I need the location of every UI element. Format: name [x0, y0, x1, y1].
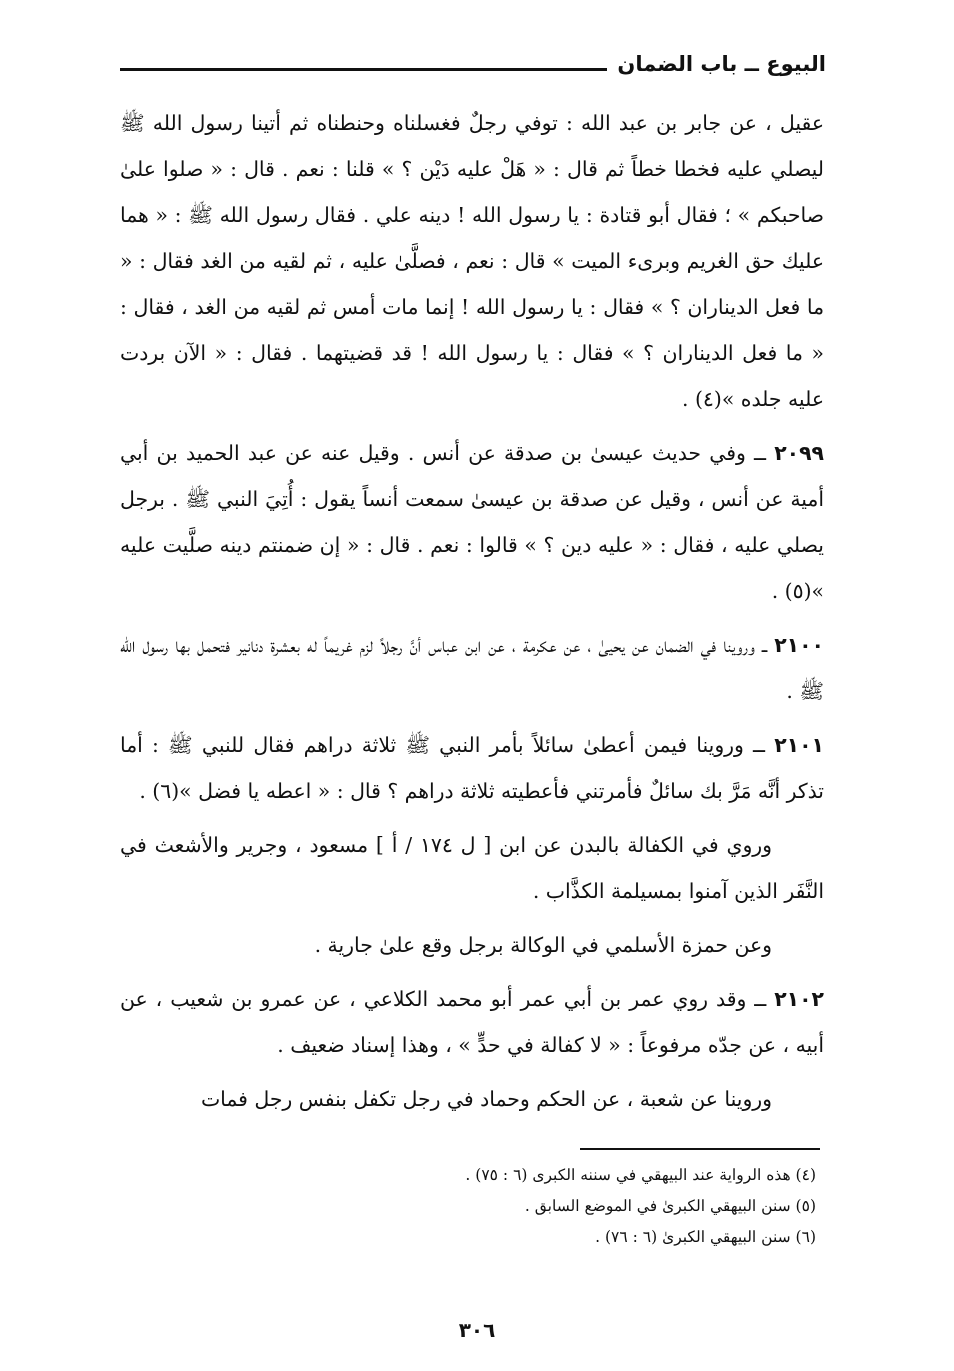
- hadith-2102: [120, 976, 824, 1068]
- footnote-4: (٤) هذه الرواية عند البيهقي في سننه الكبرى (٦ : ٧٥) .: [465, 1166, 816, 1184]
- hadith-number: ٢٠٩٩: [774, 441, 824, 465]
- paragraph-shuba: [120, 1076, 824, 1122]
- hadith-2100: [120, 622, 824, 714]
- main-text: [120, 100, 824, 1122]
- paragraph-text: ــ وروينا فيمن أعطىٰ سائلاً بأمر النبي ﷺ ثلاثة دراهم فقال للنبي ﷺ : أما تذكر أنَّه مَرَّ بك سائلٌ فأمرتني فأعطيته ثلاثة دراهم ؟ قال : « اعطه يا فضل »(٦) .: [120, 733, 824, 803]
- hadith-number: ٢١٠٢: [774, 987, 824, 1011]
- running-header: [120, 52, 826, 86]
- footnotes: [120, 1160, 816, 1253]
- hadith-2101: [120, 722, 824, 814]
- hadith-number: ٢١٠٠: [774, 633, 824, 657]
- paragraph-continuation: [120, 100, 824, 422]
- hadith-number: ٢١٠١: [774, 733, 824, 757]
- paragraph-text: وروينا عن شعبة ، عن الحكم وحماد في رجل تكفل بنفس رجل فمات: [200, 1087, 772, 1111]
- hadith-2099: [120, 430, 824, 614]
- footnote-rule: [580, 1148, 820, 1150]
- paragraph-text: ــ وقد روي عمر بن أبي عمر أبو محمد الكلاعي ، عن عمرو بن شعيب ، عن أبيه ، عن جدّه مرفوعاً : « لا كفالة في حدٍّ » ، وهذا إسناد ضعيف .: [120, 987, 824, 1057]
- footnote-6: (٦) سنن البيهقي الكبرىٰ (٦ : ٧٦) .: [595, 1228, 816, 1246]
- header-title: البيوع ــ باب الضمان: [607, 52, 826, 76]
- paragraph-hamza: [120, 922, 824, 968]
- paragraph-kafala: [120, 822, 824, 914]
- paragraph-text: وروي في الكفالة بالبدن عن ابن [ ل ١٧٤ / أ ] مسعود ، وجرير والأشعث في النَّفَر الذين آمنوا بمسيلمة الكذَّاب .: [120, 833, 824, 903]
- paragraph-text: عقيل ، عن جابر بن عبد الله : توفي رجلٌ فغسلناه وحنطناه ثم أتينا رسول الله ﷺ ليصلي عليه فخطا خطاً ثم قال : « هَلْ عليه دَيْن ؟ » قلنا : نعم . قال : « صلوا علىٰ صاحبكم » ؛ فقال أبو قتادة : يا رسول الله ! دينه علي . فقال رسول الله ﷺ : « هما عليك حق الغريم وبرىء الميت » قال : نعم ، فصلَّىٰ عليه ، ثم لقيه من الغد فقال : « ما فعل الديناران ؟ » فقال : يا رسول الله ! إنما مات أمس ثم لقيه من الغد ، فقال : « ما فعل الديناران ؟ » فقال : يا رسول الله ! قد قضيتهما . فقال : « الآن بردت عليه جلده »(٤) .: [120, 111, 824, 411]
- footnote-5: (٥) سنن البيهقي الكبرىٰ في الموضع السابق .: [524, 1197, 816, 1215]
- page-number: ٣٠٦: [458, 1318, 496, 1342]
- paragraph-text: ــ وفي حديث عيسىٰ بن صدقة عن أنس . وقيل عنه عن عبد الحميد بن أبي أمية عن أنس ، وقيل عن صدقة بن عيسىٰ سمعت أنساً يقول : أُتِيَ النبي ﷺ . برجل يصلي عليه ، فقال : « عليه دين ؟ » قالوا : نعم . قال : « إن ضمنتم دينه صلَّيت عليه »(٥) .: [120, 441, 824, 603]
- paragraph-text: وعن حمزة الأسلمي في الوكالة برجل وقع علىٰ جارية .: [314, 933, 772, 957]
- paragraph-text: ــ وروينا في الضمان عن يحيىٰ ، عن عكرمة ، عن ابن عباس أنَّ رجلاً لزم غريماً له بعشرة دنانير فتحمل بها رسول الله ﷺ .: [120, 633, 824, 703]
